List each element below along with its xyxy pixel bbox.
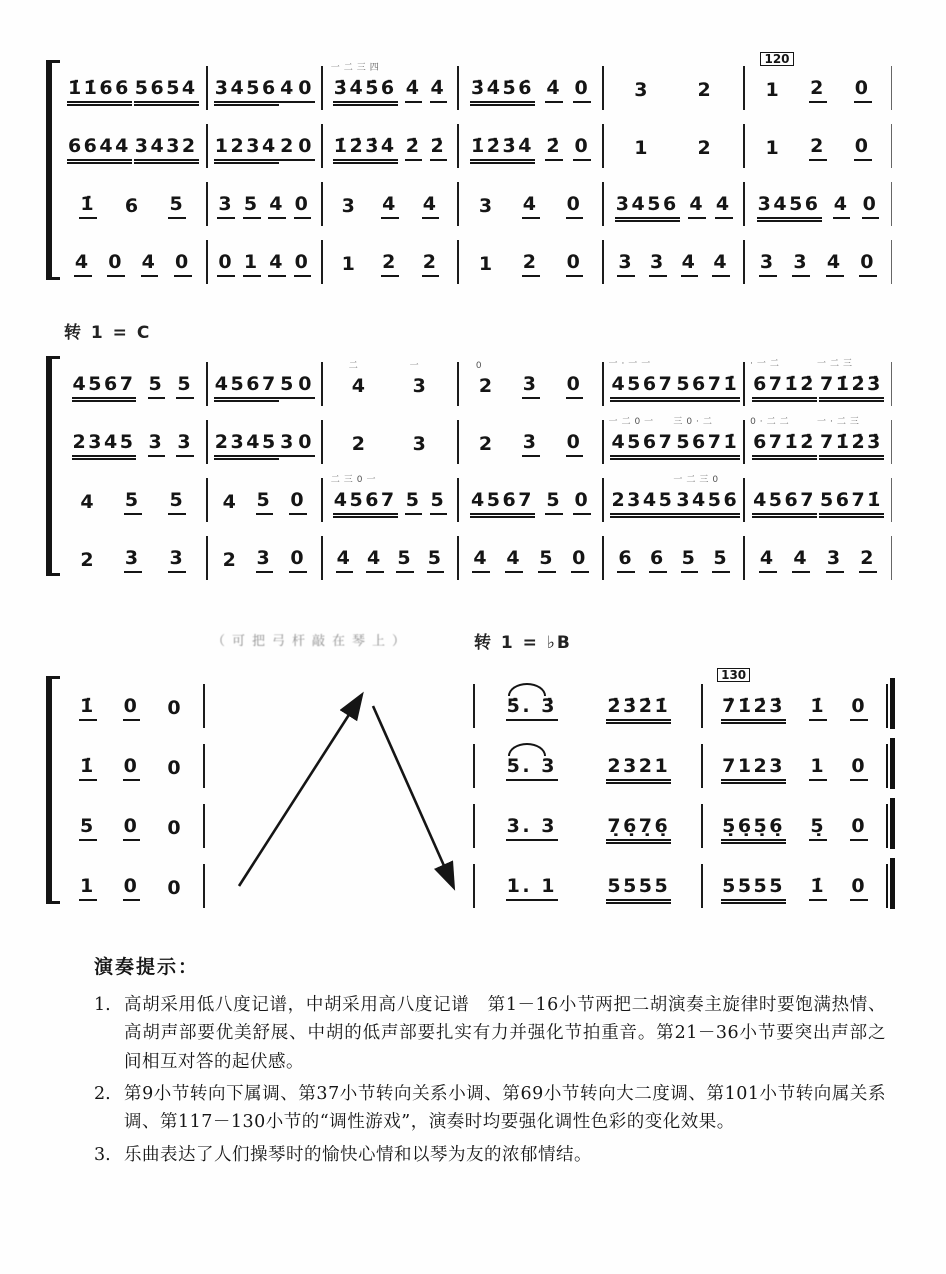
note-group: 3 (124, 549, 142, 573)
note-group: 5 (405, 491, 423, 515)
measure (60, 684, 203, 728)
note-group: 2 (478, 433, 495, 455)
note-group: 4 (712, 253, 730, 277)
note-group: 4 (336, 549, 354, 573)
note-group: 0 (217, 253, 235, 277)
note-group: 2 (351, 433, 368, 455)
measure (473, 744, 701, 788)
note-group: 4 (759, 549, 777, 573)
note-group: 2 (859, 549, 877, 573)
measure (457, 478, 603, 522)
measure (701, 864, 887, 908)
note-group: 5 (256, 491, 274, 515)
fingering-annotation: 二三0一 (330, 475, 380, 485)
measure (473, 864, 701, 908)
fingering-annotation: 二 (348, 361, 362, 371)
note-group: 5̣ (809, 817, 827, 841)
note-group: 0 (123, 817, 141, 841)
note-group: 2345 (214, 433, 279, 457)
note-group: 3 (617, 253, 635, 277)
measure (743, 359, 892, 406)
note-group: 6644 (67, 137, 132, 161)
note-group: 0 (167, 877, 184, 899)
note-group: 5 (430, 491, 448, 515)
staff-row (60, 168, 892, 226)
measure-number-box: 120 (760, 52, 793, 66)
measure (743, 536, 892, 580)
measure (206, 66, 322, 110)
fingering-annotation: 0·二二 (750, 417, 793, 427)
measure (457, 536, 603, 580)
note-group: 2345 (610, 491, 675, 515)
note-group: 5 (545, 491, 563, 515)
note-group: 1̇1̇66 (67, 79, 132, 103)
note-group: 5 (168, 491, 186, 515)
note-group: 5671̇ (675, 375, 740, 399)
note-group: 2 (80, 549, 97, 571)
measure (321, 420, 457, 464)
note-group: 4 (505, 549, 523, 573)
note-group: 7̣6̣7̣6̣ (606, 817, 671, 841)
measure (457, 420, 603, 464)
note-group: 4 (279, 79, 297, 103)
measure (321, 240, 457, 284)
measure (457, 362, 603, 406)
note-group: 2 (809, 79, 827, 103)
key-signature: 转 1 = ♭B (474, 633, 572, 653)
note-group: 1 (341, 253, 358, 275)
note-group: 4̇ (545, 79, 563, 103)
measure (321, 63, 457, 110)
measure (321, 362, 457, 406)
measure (60, 744, 203, 788)
note-group: 1̇2̇3̇4̇ (470, 137, 535, 161)
note-group: 4̇ (430, 79, 448, 103)
note-group: 1. 1 (506, 877, 558, 901)
note-group: 0 (566, 195, 584, 219)
note-group: 2̇3̇2̇1̇ (606, 697, 671, 721)
note-group: 2 (522, 253, 540, 277)
notes-heading: 演奏提示： (94, 956, 200, 978)
note-group: 3 (412, 433, 429, 455)
note-group: 5555 (606, 877, 671, 901)
note-group: 5 (243, 195, 261, 219)
note-group: 4567 (72, 375, 137, 399)
note-group: 3 (279, 433, 297, 457)
note-group: 5671̇ (819, 491, 884, 515)
note-group: 5 (279, 375, 297, 399)
note-group: 0 (123, 757, 141, 781)
note-group: 3456 一二三0 (675, 491, 740, 515)
note-group: 4 (366, 549, 384, 573)
fingering-annotation: 0 (475, 361, 486, 371)
note-group: 3 (176, 433, 194, 457)
note-group: 0 (107, 253, 125, 277)
note-group: 1 120 (764, 81, 782, 103)
note-group: 3. 3 (506, 817, 558, 841)
note-group: 3 (792, 253, 810, 277)
fingering-annotation: 一·二三 (817, 417, 863, 427)
measure-number-box: 130 (717, 668, 750, 682)
measure (743, 182, 892, 226)
staff-row (60, 52, 892, 110)
tip-text: 乐曲表达了人们操琴时的愉快心情和以琴为友的浓郁情结。 (124, 1144, 592, 1165)
note-group: 0 (854, 137, 872, 161)
note-group: 3 (148, 433, 166, 457)
measure (743, 240, 892, 284)
note-group: 0 (850, 877, 868, 901)
measure (206, 362, 322, 406)
staff-row (60, 406, 892, 464)
score-system-1 (60, 52, 892, 284)
note-group: 4 (381, 195, 399, 219)
note-group: 3 (217, 195, 235, 219)
fingering-annotation: 一二三 (817, 359, 857, 369)
note-group: 3 (168, 549, 186, 573)
staff-row (60, 464, 892, 522)
measure (473, 804, 701, 848)
note-group: 3 (826, 549, 844, 573)
fingering-annotation: 一 (409, 361, 423, 371)
key-signature: 转 1 = C (64, 323, 152, 343)
measure (602, 66, 743, 110)
measure (743, 417, 892, 464)
note-group: 1 (809, 757, 827, 781)
note-group: 3 (478, 195, 495, 217)
measure (602, 475, 743, 522)
note-group: 0 (167, 697, 184, 719)
note-group: 3 一 (409, 361, 429, 397)
note-group: 0 (573, 491, 591, 515)
measure (206, 420, 322, 464)
note-group: 1̇ (79, 757, 97, 781)
note-group: 71̇2̇3̇ 一二三 (819, 375, 884, 399)
note-group: 4 (522, 195, 540, 219)
glissando-arrows (203, 674, 473, 912)
note-group: 5555 (721, 877, 786, 901)
measure (321, 536, 457, 580)
note-group: 2 (279, 137, 297, 161)
note-group: 3432 (134, 137, 199, 161)
note-group: 0 (297, 137, 315, 161)
measure (60, 864, 203, 908)
note-group: 3 (649, 253, 667, 277)
tip-item (94, 1080, 886, 1137)
fingering-annotation: 三0·二 (673, 417, 716, 427)
note-group: 4 (268, 195, 286, 219)
note-group: 4 (141, 253, 159, 277)
note-group: 71̇2̇3̇ 一·二三 (819, 433, 884, 457)
measure (602, 124, 743, 168)
note-group: 1 (79, 877, 97, 901)
note-group: 7123 (721, 757, 786, 781)
note-group: 1 (243, 253, 261, 277)
note-group: 0 (174, 253, 192, 277)
note-group: 5671̇ 三0·二 (675, 433, 740, 457)
note-group: 2̇ (405, 137, 423, 161)
measure (60, 804, 203, 848)
note-group: 5 (681, 549, 699, 573)
measure (602, 417, 743, 464)
note-group: 2̇ (430, 137, 448, 161)
note-group: 3 (341, 195, 358, 217)
measure (206, 240, 322, 284)
note-group: 5 (148, 375, 166, 399)
note-group: 6 (617, 549, 635, 573)
note-group: 1̇ (79, 195, 97, 219)
measure (206, 536, 322, 580)
measure (602, 240, 743, 284)
note-group: 4 (422, 195, 440, 219)
note-group: 5 (79, 817, 97, 841)
note-group: 0 (566, 253, 584, 277)
tip-number: 3. (94, 1144, 111, 1165)
measure (701, 804, 887, 848)
note-group: 0 (123, 697, 141, 721)
measure (457, 66, 603, 110)
measure (743, 124, 892, 168)
note-group: 4 二 (348, 361, 368, 397)
note-group: 4 (80, 491, 97, 513)
note-group: 4567 (752, 491, 817, 515)
note-group: 5654 (134, 79, 199, 103)
note-group: 0 (850, 697, 868, 721)
note-group: 5 (176, 375, 194, 399)
measure (457, 240, 603, 284)
note-group: 4 (833, 195, 851, 219)
note-group: 2321 (606, 757, 671, 781)
score-system-2 (60, 318, 892, 580)
measure (743, 52, 892, 110)
note-group: 4 (826, 253, 844, 277)
note-group: 0 (859, 253, 877, 277)
note-group: 0 (289, 491, 307, 515)
note-group: 4 (688, 195, 706, 219)
note-group: 4 (268, 253, 286, 277)
note-group: 3 (522, 433, 540, 457)
note-group: 0 (854, 79, 872, 103)
note-group: 0 (297, 79, 315, 103)
staff-row (60, 788, 892, 848)
measure (743, 478, 892, 522)
note-group: 5 (396, 549, 414, 573)
note-group: 0 (850, 817, 868, 841)
tip-number: 1. (94, 995, 111, 1015)
fingering-annotation: 一二三0 (673, 475, 723, 485)
note-group: 2 (381, 253, 399, 277)
note-group: 3̇4̇5̇6̇ (470, 79, 535, 103)
note-group: 0 (862, 195, 880, 219)
note-group: 0 (573, 79, 591, 103)
note-group: 0 (566, 433, 584, 457)
measure (602, 359, 743, 406)
note-group: 3 (256, 549, 274, 573)
measure (321, 124, 457, 168)
measure (701, 668, 887, 728)
note-group: 4567 (214, 375, 279, 399)
note-group: 0 (294, 253, 312, 277)
note-group: 3̇4̇5̇6̇ 一二三四 (333, 79, 398, 103)
tip-text: 高胡采用低八度记谱，中胡采用高八度记谱 第1－16小节两把二胡演奏主旋律时要饱满热情、高胡声部要优美舒展、中胡的低声部要扎实有力并强化节拍重音。第21－36小节要突出声部之间相互对答的起伏感。 (124, 995, 886, 1072)
measure (60, 478, 206, 522)
staff-row (60, 110, 892, 168)
note-group: 0 (167, 817, 184, 839)
measure (602, 182, 743, 226)
note-group: 2 (422, 253, 440, 277)
measure (457, 182, 603, 226)
measure (60, 240, 206, 284)
note-group: 2 (697, 137, 714, 159)
tip-item (94, 991, 886, 1076)
tip-item (94, 1141, 886, 1169)
note-group: 5 (168, 195, 186, 219)
note-group: 1234 (214, 137, 279, 161)
measure (60, 362, 206, 406)
measure (206, 182, 322, 226)
staff-row (60, 522, 892, 580)
note-group: 0 (297, 433, 315, 457)
note-group: 5. 3 (506, 757, 558, 781)
note-group: 4567 一二0一 (610, 433, 675, 457)
note-group: 5 (124, 491, 142, 515)
fingering-annotation: ·一二 (750, 359, 783, 369)
note-group: 5̣6̣5̣6̣ (721, 817, 786, 841)
measure (60, 66, 206, 110)
note-group: 4567 一·一一 (610, 375, 675, 399)
measure (473, 684, 701, 728)
measure (60, 536, 206, 580)
measure (60, 420, 206, 464)
measure (321, 475, 457, 522)
note-group: 1 (765, 137, 782, 159)
score-system-3 (60, 628, 892, 908)
note-group: 4 (222, 491, 239, 513)
measure (701, 744, 887, 788)
note-group: 2 (809, 137, 827, 161)
note-group: 4 (792, 549, 810, 573)
note-group: 0 (123, 877, 141, 901)
note-group: 6 (124, 195, 141, 217)
note-group: 671̇2̇ ·一二 (752, 375, 817, 399)
note-group: 5 (427, 549, 445, 573)
staff-row (60, 848, 892, 908)
note-group: 1̇2̇3̇4̇ (333, 137, 398, 161)
note-group: 4 (715, 195, 733, 219)
note-group: 3456 (757, 195, 822, 219)
note-group: 2 (222, 549, 239, 571)
measure (60, 124, 206, 168)
note-group: 3 (759, 253, 777, 277)
note-group: 671̇2̇ 0·二二 (752, 433, 817, 457)
note-group: 5 (712, 549, 730, 573)
note-group: 4 (472, 549, 490, 573)
measure (60, 182, 206, 226)
staff-row (60, 348, 892, 406)
tip-number: 2. (94, 1084, 111, 1105)
staff-row (60, 226, 892, 284)
note-group: 0 (571, 549, 589, 573)
handwritten-annotation: （可把弓杆敲在琴上） (212, 634, 413, 649)
note-group: 2̇ (545, 137, 563, 161)
note-group: 3 (522, 375, 540, 399)
note-group: 7̇1̇2̇3̇ 130 (721, 697, 786, 721)
measure (321, 182, 457, 226)
fingering-annotation: 一二0一 (608, 417, 658, 427)
measure (206, 124, 322, 168)
note-group: 4567 (470, 491, 535, 515)
note-group: 0 (167, 757, 184, 779)
measure (457, 124, 603, 168)
note-group: 1̇ (809, 877, 827, 901)
note-group: 6 (649, 549, 667, 573)
note-group: 1 (478, 253, 495, 275)
note-group: 4567 二三0一 (333, 491, 398, 515)
note-group: 1̇ (809, 697, 827, 721)
note-group: 5̇. 3̇ (506, 697, 558, 721)
note-group: 3456 (214, 79, 279, 103)
fingering-annotation: 一二三四 (330, 63, 383, 73)
note-group: 2 0 (475, 361, 495, 397)
measure (602, 536, 743, 580)
note-group: 2 (697, 79, 714, 101)
note-group: 0 (566, 375, 584, 399)
note-group: 4 (74, 253, 92, 277)
staff-row (60, 668, 892, 728)
staff-row (60, 728, 892, 788)
performance-notes (94, 952, 886, 1173)
note-group: 4 (681, 253, 699, 277)
note-group: 0 (850, 757, 868, 781)
note-group: 3 (634, 79, 650, 101)
note-group: 5 (538, 549, 556, 573)
note-group: 2345 (72, 433, 137, 457)
tip-text: 第9小节转向下属调、第37小节转向关系小调、第69小节转向大二度调、第101小节转向属关系调、第117－130小节的“调性游戏”，演奏时均要强化调性色彩的变化效果。 (124, 1084, 886, 1133)
note-group: 0 (289, 549, 307, 573)
note-group: 0 (573, 137, 591, 161)
note-group: 0 (297, 375, 315, 399)
measure (206, 478, 322, 522)
note-group: 1 (634, 137, 650, 159)
note-group: 3456 (615, 195, 680, 219)
note-group: 4̇ (405, 79, 423, 103)
note-group: 0 (294, 195, 312, 219)
fingering-annotation: 一·一一 (608, 359, 655, 369)
note-group: 1̇ (79, 697, 97, 721)
